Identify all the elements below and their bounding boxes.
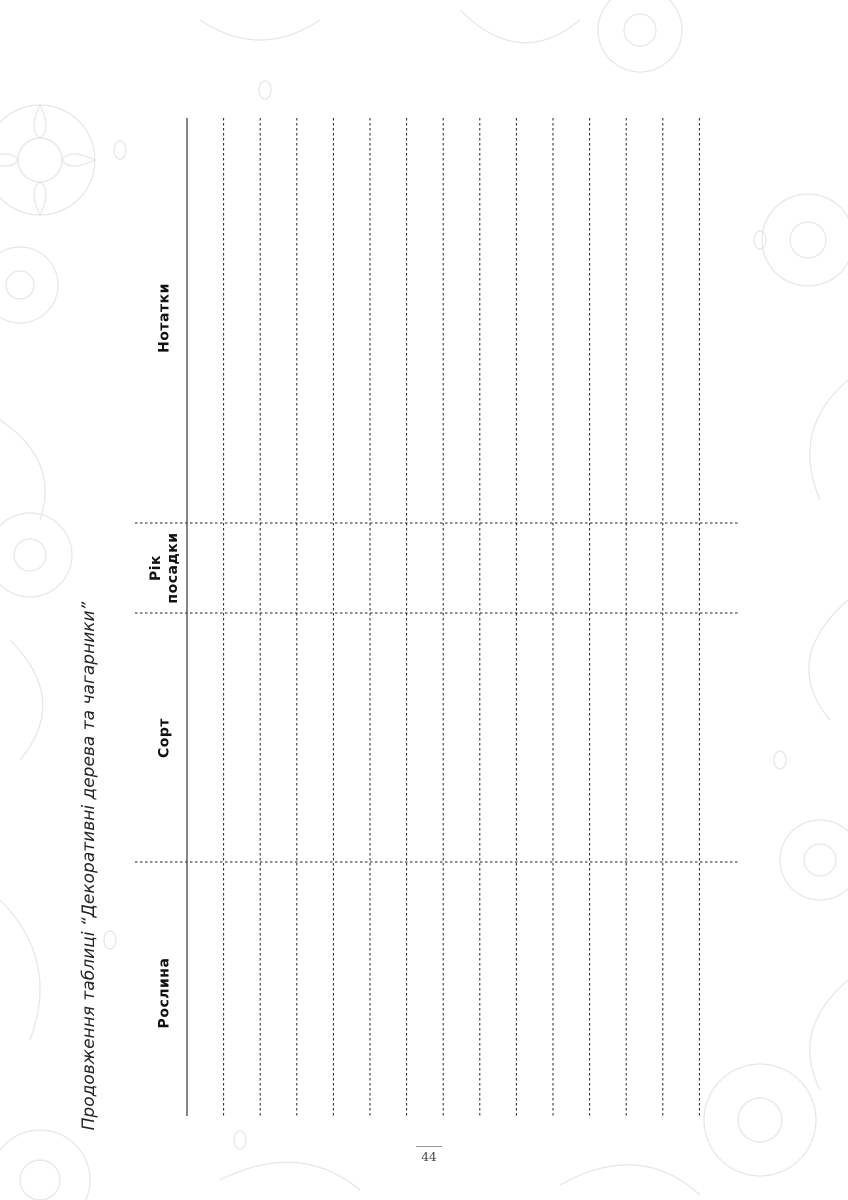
column-header-variety: Сорт [156, 717, 173, 759]
column-separators [135, 523, 740, 862]
table-row [187, 118, 699, 1116]
page-title: Продовження таблиці “Декоративні дерева та чагарники” [79, 601, 99, 1131]
column-header-plant: Рослина [156, 957, 173, 1029]
page-number: 44 [416, 1146, 442, 1164]
column-header-planting-year: Рік посадки [148, 532, 181, 604]
column-header-notes: Нотатки [156, 283, 173, 353]
